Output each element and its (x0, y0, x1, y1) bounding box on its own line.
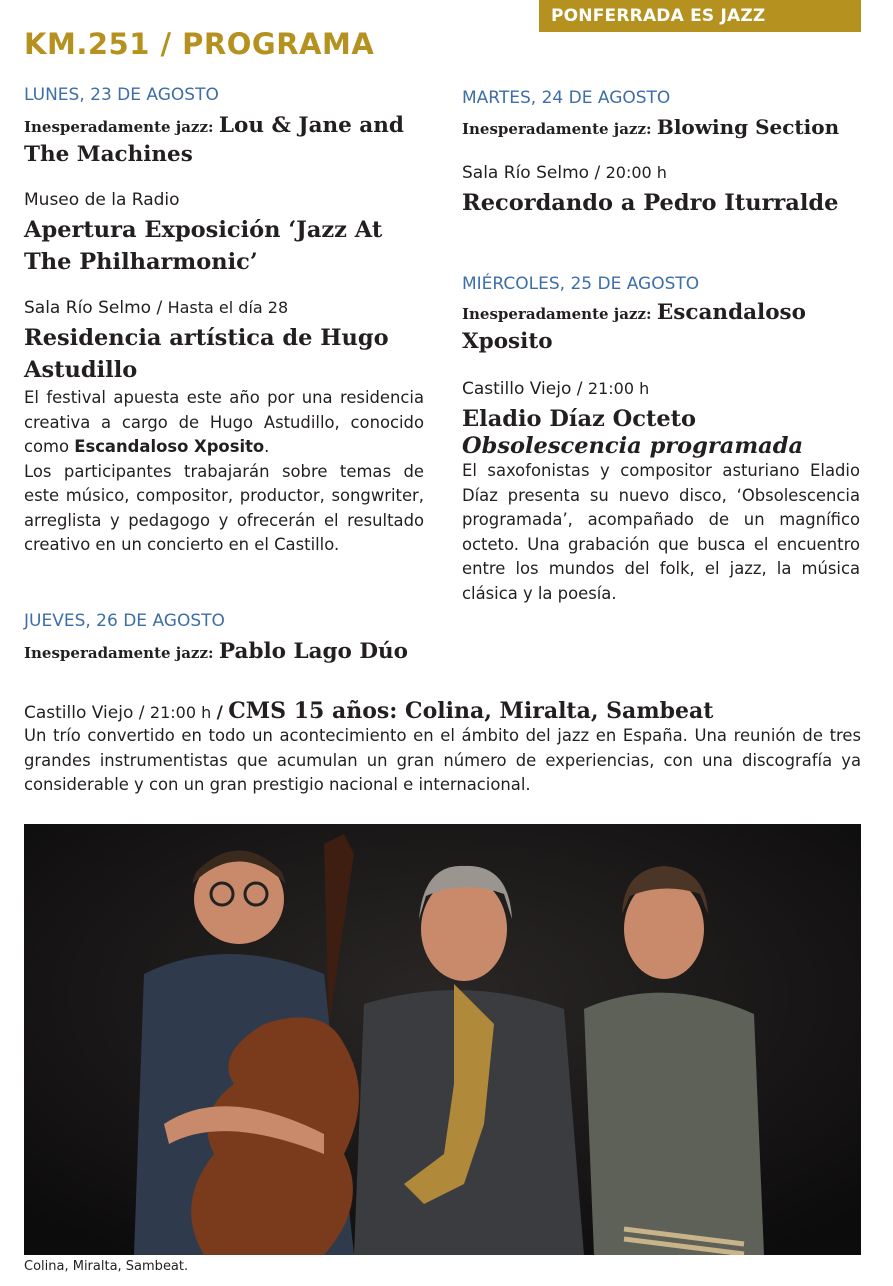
venue-separator: / (594, 163, 601, 183)
event-inesperadamente-miercoles (462, 299, 832, 357)
venue-separator: / (576, 379, 583, 399)
title-residencia: Residencia artística de Hugo Astudillo (24, 325, 389, 383)
text-part: . (264, 437, 270, 456)
text-bold: Escandaloso Xposito (74, 437, 265, 456)
day-jueves (24, 610, 444, 667)
title-miercoles: Eladio Díaz Octeto (462, 406, 697, 432)
venue-name: Castillo Viejo (24, 703, 134, 723)
event-prefix: Inesperadamente jazz: (462, 305, 652, 323)
event-cms (24, 696, 861, 798)
day-martes (462, 87, 862, 219)
day-miercoles (462, 273, 862, 606)
text-miercoles: El saxofonistas y compositor asturiano Eladio Díaz presenta su nuevo disco, ‘Obsolescencia programada’, acompañado de un magnífico octeto. Una grabación que busca el encuentro entre los mundos del folk, el jazz, la música clásica y la poesía. (462, 461, 860, 603)
date-miercoles: MIÉRCOLES, 25 DE AGOSTO (462, 274, 700, 294)
venue-separator: / (138, 703, 145, 723)
title-museo: Apertura Exposición ‘Jazz At The Philharmonic’ (24, 217, 383, 275)
text-residencia (24, 386, 424, 558)
title-cms: CMS 15 años: Colina, Miralta, Sambeat (228, 698, 714, 724)
date-lunes: LUNES, 23 DE AGOSTO (24, 85, 219, 105)
section-tag: PONFERRADA ES JAZZ (539, 0, 861, 32)
venue-name: Sala Río Selmo (462, 163, 590, 183)
event-prefix: Inesperadamente jazz: (24, 644, 214, 662)
event-name: Pablo Lago Dúo (218, 639, 408, 664)
venue-museo (24, 188, 424, 212)
event-prefix: Inesperadamente jazz: (24, 118, 214, 136)
venue-name: Sala Río Selmo (24, 298, 152, 318)
subtitle-miercoles: Obsolescencia programada (462, 433, 804, 459)
day-lunes (24, 84, 424, 558)
title-martes: Recordando a Pedro Iturralde (462, 190, 839, 216)
band-photo-illustration (24, 824, 861, 1255)
venue-residencia (24, 296, 424, 320)
page-title: KM.251 / PROGRAMA (24, 27, 375, 61)
venue-martes (462, 161, 862, 185)
event-prefix: Inesperadamente jazz: (462, 120, 652, 138)
venue-time: 21:00 h (149, 703, 212, 722)
event-name: Lou & Jane and The Machines (24, 113, 404, 167)
event-name: Escandaloso Xposito (462, 300, 806, 354)
venue-separator: / (216, 703, 223, 723)
venue-time: Hasta el día 28 (167, 298, 289, 317)
band-photo (24, 824, 861, 1255)
event-inesperadamente-lunes (24, 112, 424, 170)
venue-name: Castillo Viejo (462, 379, 572, 399)
date-martes: MARTES, 24 DE AGOSTO (462, 88, 671, 108)
venue-name: Museo de la Radio (24, 190, 180, 210)
event-name: Blowing Section (656, 115, 840, 139)
venue-time: 20:00 h (605, 163, 667, 182)
event-inesperadamente-jueves (24, 638, 444, 667)
photo-caption: Colina, Miralta, Sambeat. (24, 1259, 189, 1274)
text-cms: Un trío convertido en todo un acontecimiento en el ámbito del jazz en España. Una reunión de tres grandes instrumentistas que acumulan un gran número de experiencias, con una discografía ya considerable y con un gran prestigio nacional e internacional. (24, 726, 861, 794)
text-part: El festival apuesta este año por una residencia creativa a cargo de Hugo Astudillo, conocido como (24, 388, 424, 456)
text-part: Los participantes trabajarán sobre temas de este músico, compositor, productor, songwriter, arreglista y pedagogo y ofrecerán el resultado creativo en un concierto en el Castillo. (24, 461, 424, 554)
venue-miercoles (462, 377, 862, 401)
venue-time: 21:00 h (587, 379, 650, 398)
date-jueves: JUEVES, 26 DE AGOSTO (24, 611, 225, 631)
event-inesperadamente-martes (462, 113, 862, 143)
venue-separator: / (156, 298, 163, 318)
